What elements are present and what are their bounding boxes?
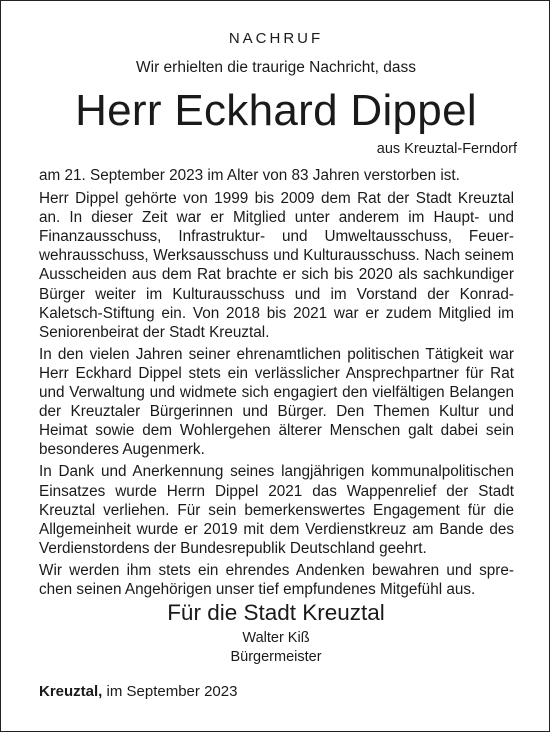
signoff-block xyxy=(1,599,550,667)
signer-role: Bürgermeister xyxy=(230,649,322,665)
signing-organization: Für die Stadt Kreuztal xyxy=(167,600,385,625)
notice-date: im September 2023 xyxy=(102,683,238,700)
intro-line: Wir erhielten die traurige Nachricht, dass xyxy=(136,59,416,76)
signer-name: Walter Kiß xyxy=(242,630,310,646)
obituary-body xyxy=(39,166,514,602)
body-paragraph: In den vielen Jahren seiner ehrenamtlichen politischen Tätigkeit war Herr Eckhard Dippel stets ein verlässlicher Ansprechpartner für Rat und Verwaltung und widmete sich engagiert den vielfältigen Belangen der Kreuztaler Bürgerinnen und Bürger. Den Themen Kultur und Heimat sowie dem Wohlergehen älterer Menschen galt dabei sein besonderes Augenmerk. xyxy=(39,345,514,459)
body-paragraph: Wir werden ihm stets ein ehrendes Andenken bewahren und sprechen seinen Angehörigen unser tief empfundenes Mitgefühl aus. xyxy=(39,561,514,598)
place-name: Kreuztal, xyxy=(39,683,103,700)
notice-type-label: NACHRUF xyxy=(228,30,324,47)
body-paragraph: In Dank und Anerkennung seines langjährigen kommunalpolitischen Einsatzes wurde Herrn Dippel 2021 das Wappenrelief der Stadt Kreuztal verliehen. Für sein bemerkenswertes Engagement für die Allgemeinheit wurde er 2019 mit dem Verdienstkreuz am Bande des Verdienstordens der Bundesrepublik Deutschland geehrt. xyxy=(39,463,514,557)
body-paragraph: Herr Dippel gehörte von 1999 bis 2009 dem Rat der Stadt Kreuztal an. In dieser Zeit war er Mitglied unter anderem im Haupt- und Finanzausschuss, Infrastruktur- und Umweltausschuss, Feuerwehrausschuss, Werksausschuss und Kulturausschuss. Nach seinem Ausscheiden aus dem Rat brachte er sich bis 2020 als sachkundiger Bürger weiter im Kulturausschuss und im Vorstand der Konrad-Kaletsch-Stiftung ein. Von 2018 bis 2021 war er zudem Mitglied im Seniorenbeirat der Stadt Kreuztal. xyxy=(39,190,514,341)
place-date-line xyxy=(39,682,237,701)
body-paragraph: am 21. September 2023 im Alter von 83 Jahren verstorben ist. xyxy=(39,167,460,184)
deceased-name: Herr Eckhard Dippel xyxy=(75,86,477,135)
deceased-origin: aus Kreuztal-Ferndorf xyxy=(376,141,517,157)
